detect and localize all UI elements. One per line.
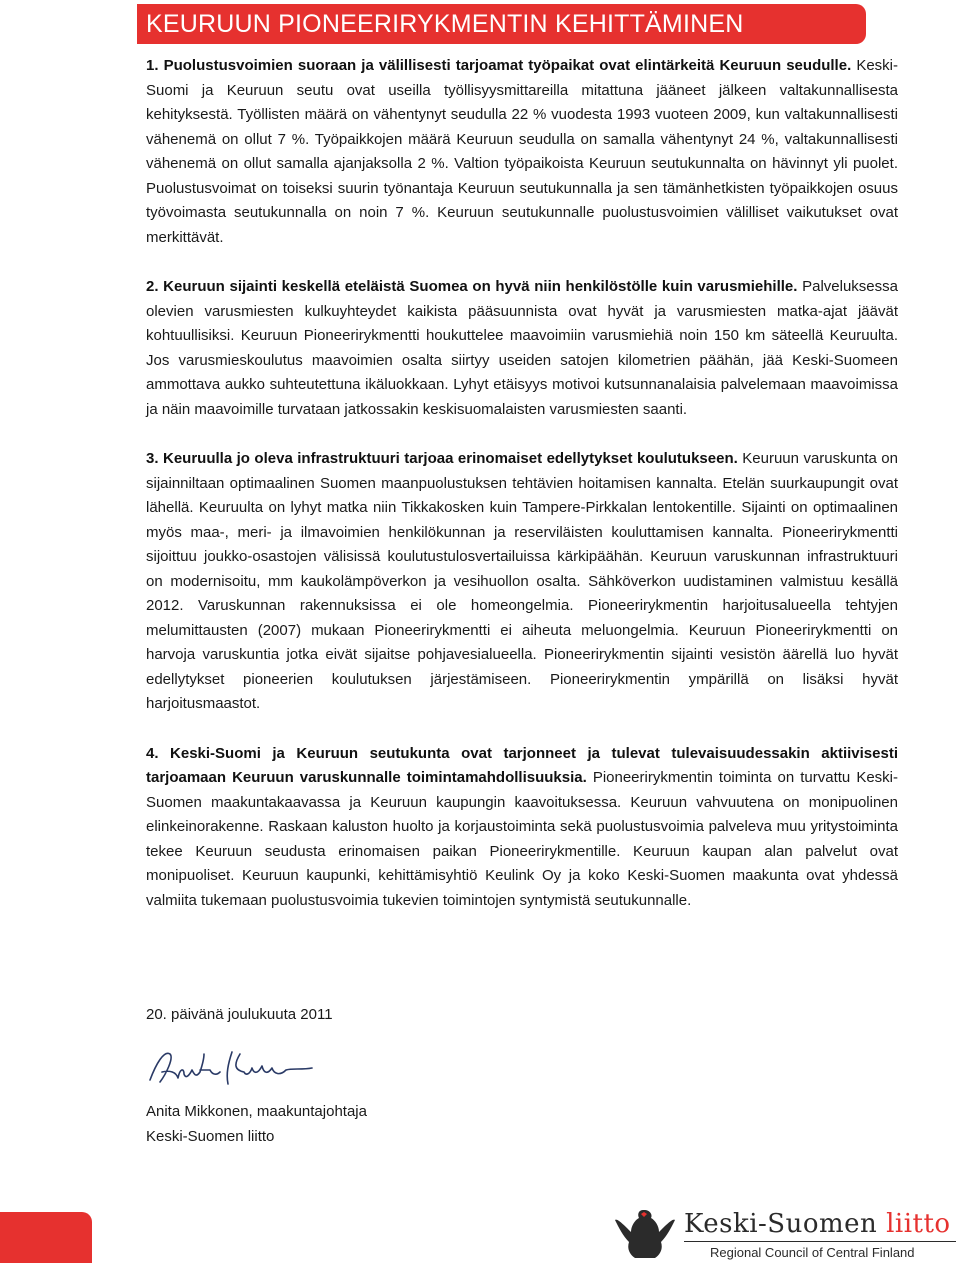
section-3-lead: 3. Keuruulla jo oleva infrastruktuuri tarjoaa erinomaiset edellytykset koulutukseen. — [146, 450, 738, 467]
section-1-body: Keski-Suomi ja Keuruun seutu ovat useilla työllisyysmittareilla mitattuna jääneet jälkeen valtakunnallisesta kehityksestä. Työllisten määrä on vähentynyt seudulla 22 % vuodesta 1993 vuoteen 2009, kun valtakunnallisesti vähenemä on ollut 7 %. Työpaikkojen määrä Keuruun seudulla on samalla vähentynyt 24 %, valtakunnallisesti vähenemä on ollut samalla ajanjaksolla 2 %. Valtion työpaikoista Keuruun seutukunnalta on hävinnyt yli puolet. Puolustusvoimat on toiseksi suurin työnantaja Keuruun seutukunnalla ja sen tämänhetkisten työpaikkojen osuus työvoimasta seutukunnalla on noin 7 %. Keuruun seutukunnalle puolustusvoimien välilliset vaikutukset ovat merkittävät. — [146, 57, 898, 246]
section-4-lead: 4. Keski-Suomi ja Keuruun seutukunta ovat tarjonneet ja tulevat tulevaisuudessakin aktiivisesti tarjoamaan Keuruun varuskunnalle toimintamahdollisuuksia. — [146, 744, 898, 786]
signature-image — [146, 1044, 316, 1092]
logo-wordmark — [684, 1209, 951, 1239]
date-line: 20. päivänä joulukuuta 2011 — [146, 1006, 333, 1023]
signer-organization: Keski-Suomen liitto — [146, 1128, 275, 1145]
signer-name: Anita Mikkonen, maakuntajohtaja — [146, 1103, 367, 1120]
section-4 — [146, 742, 898, 914]
logo-divider — [684, 1241, 956, 1242]
document-body — [146, 54, 898, 930]
section-3-body: Keuruun varuskunta on sijainniltaan optimaalinen Suomen maanpuolustuksen tehtävien hoitamisen kannalta. Etelän suurkaupungit ovat lähellä. Keuruulta on lyhyt matka niin Tikkakosken kuin Tampere-Pirkkalan lentokentille. Sijainti on optimaalinen myös maa-, meri- ja ilmavoimien henkilökunnan ja reserviläisten kouluttamisen kannalta. Pioneerirykmentti sijoittuu joukko-osastojen välisissä koulutustulosvertailuissa kärkipäähän. Keuruun varuskunnan infrastruktuuri on modernisoitu, mm kaukolämpöverkon ja vesihuollon osalta. Sähköverkon uudistaminen valmistuu kesällä 2012. Varuskunnan rakennuksissa ei ole homeongelmia. Pioneerirykmentin harjoitusalueella tehtyjen melumittausten (2007) mukaan Pioneerirykmentti ei aiheuta meluongelmia. Keuruun Pioneerirykmentti on harvoja varuskuntia jotka eivät sijaitse pohjavesialueella. Pioneerirykmentin sijainti vesistön äärellä luo hyvät edellytykset pioneerien koulutuksen järjestämiseen. Pioneerirykmentin ympärillä on lisäksi hyvät harjoitusmaastot. — [146, 450, 898, 712]
logo-name-part1: Keski-Suomen — [684, 1209, 878, 1239]
footer-accent-bar — [0, 1212, 92, 1263]
title-banner — [137, 4, 866, 44]
section-2 — [146, 275, 898, 422]
page-title: KEURUUN PIONEERIRYKMENTIN KEHITTÄMINEN — [146, 10, 744, 38]
logo-tagline: Regional Council of Central Finland — [710, 1245, 915, 1260]
capercaillie-icon — [613, 1206, 677, 1262]
section-3 — [146, 447, 898, 717]
section-2-body: Palveluksessa olevien varusmiesten kulkuyhteydet kaikista pääsuunnista ovat hyvät ja varusmiesten matka-ajat jäävät kohtuullisiksi. Keuruun Pioneerirykmentti houkuttelee maavoimiin varusmiehiä noin 150 km säteellä Keuruulta. Jos varusmieskoulutus maavoimien osalta siirtyy useiden satojen kilometrien päähän, jää Keski-Suomeen ammottava aukko suhteutettuna ikäluokkaan. Lyhyt etäisyys motivoi kutsunnanalaisia palvelemaan maavoimissa ja näin maavoimille turvataan jatkossakin keskisuomalaisten varusmiesten saanti. — [146, 278, 898, 418]
logo-name-part2: liitto — [886, 1209, 951, 1239]
section-4-body: Pioneerirykmentin toiminta on turvattu Keski-Suomen maakuntakaavassa ja Keuruun kaupungin kaavoituksessa. Keuruun vahvuutena on monipuolinen elinkeinorakenne. Raskaan kaluston huolto ja korjaustoiminta sekä puolustusvoimia palveleva muu yritystoiminta tekee Keuruun seudusta erinomaisen paikan Pioneerirykmentille. Keuruun kaupan alan palvelut ovat monipuoliset. Keuruun kaupunki, kehittämisyhtiö Keulink Oy ja koko Keski-Suomen maakunta ovat yhdessä valmiita tukemaan puolustusvoimia tukevien toimintojen syntymistä seutukunnalle. — [146, 769, 898, 909]
section-1 — [146, 54, 898, 250]
section-1-lead: 1. Puolustusvoimien suoraan ja välillisesti tarjoamat työpaikat ovat elintärkeitä Keuruun seudulle. — [146, 57, 852, 74]
section-2-lead: 2. Keuruun sijainti keskellä eteläistä Suomea on hyvä niin henkilöstölle kuin varusmiehille. — [146, 278, 798, 295]
